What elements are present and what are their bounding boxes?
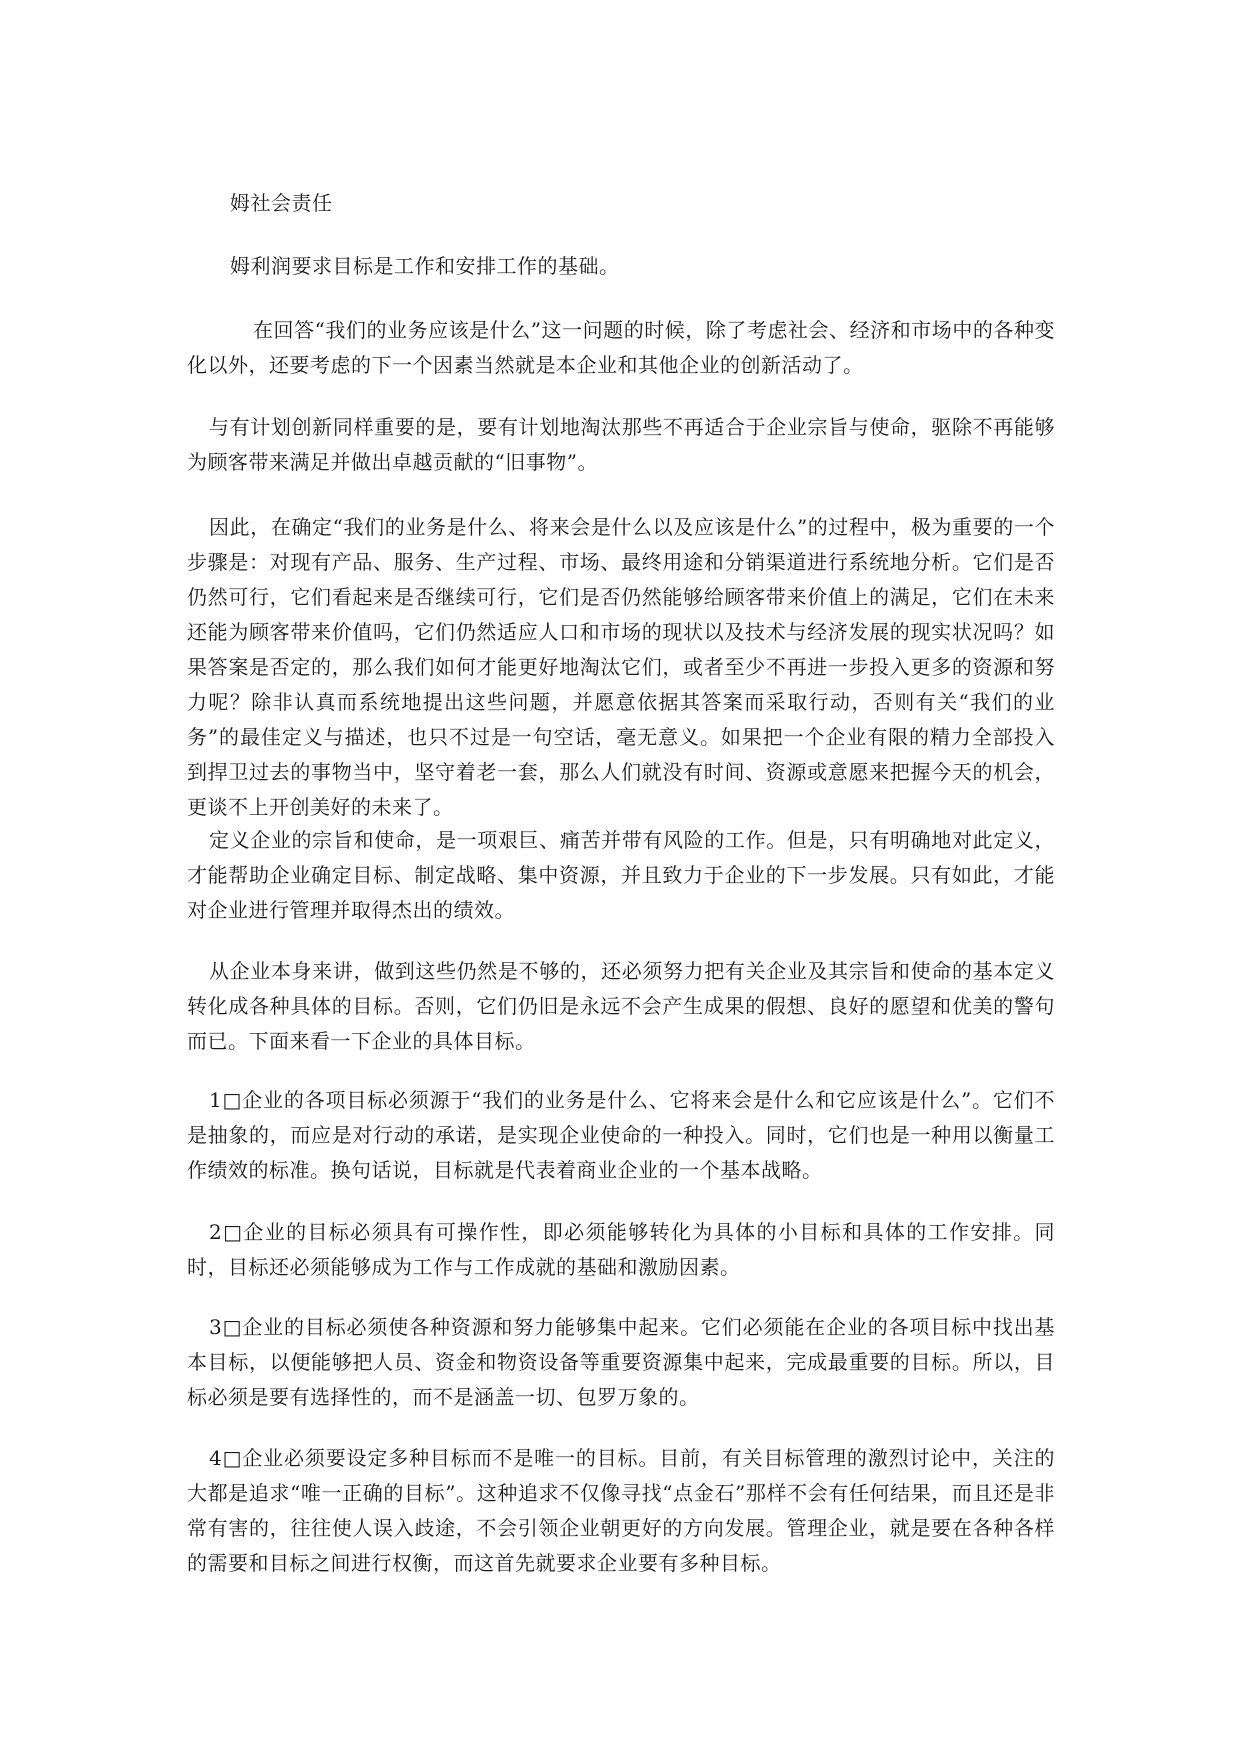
paragraph-planned-abandonment: 与有计划创新同样重要的是，要有计划地淘汰那些不再适合于企业宗旨与使命，驱除不再能够为顾客带来满足并做出卓越贡献的“旧事物”。 <box>187 415 1055 474</box>
heading-profit-requirement: 姆利润要求目标是工作和安排工作的基础。 <box>230 254 620 278</box>
list-item-objective-3: 3□企业的目标必须使各种资源和努力能够集中起来。它们必须能在企业的各项目标中找出基本目标，以便能够把人员、资金和物资设备等重要资源集中起来，完成最重要的目标。所以，目标必须是要有选择性的，而不是涵盖一切、包罗万象的。 <box>187 1315 1055 1409</box>
paragraph-systematic-analysis: 因此，在确定“我们的业务是什么、将来会是什么以及应该是什么”的过程中，极为重要的一个步骤是：对现有产品、服务、生产过程、市场、最终用途和分销渠道进行系统地分析。它们是否仍然可行，它们看起来是否继续可行，它们是否仍然能够给顾客带来价值上的满足，它们在未来还能为顾客带来价值吗，它们仍然适应人口和市场的现状以及技术与经济发展的现实状况吗？如果答案是否定的，那么我们如何才能更好地淘汰它们，或者至少不再进一步投入更多的资源和努力呢？除非认真而系统地提出这些问题，并愿意依据其答案而采取行动，否则有关“我们的业务”的最佳定义与描述，也只不过是一句空话，毫无意义。如果把一个企业有限的精力全部投入到捍卫过去的事物当中，坚守着老一套，那么人们就没有时间、资源或意愿来把握今天的机会，更谈不上开创美好的未来了。 <box>187 515 1055 819</box>
list-item-objective-4: 4□企业必须要设定多种目标而不是唯一的目标。目前，有关目标管理的激烈讨论中，关注的大都是追求“唯一正确的目标”。这种追求不仅像寻找“点金石”那样不会有任何结果，而且还是非常有害的，往往使人误入歧途，不会引领企业朝更好的方向发展。管理企业，就是要在各种各样的需要和目标之间进行权衡，而这首先就要求企业要有多种目标。 <box>187 1446 1055 1575</box>
list-item-objective-2: 2□企业的目标必须具有可操作性，即必须能够转化为具体的小目标和具体的工作安排。同时，目标还必须能够成为工作与工作成就的基础和激励因素。 <box>187 1220 1055 1279</box>
paragraph-specific-objectives: 从企业本身来讲，做到这些仍然是不够的，还必须努力把有关企业及其宗旨和使命的基本定义转化成各种具体的目标。否则，它们仍旧是永远不会产生成果的假想、良好的愿望和优美的警句而已。下面来看一下企业的具体目标。 <box>187 959 1055 1053</box>
paragraph-innovation: 在回答“我们的业务应该是什么”这一问题的时候，除了考虑社会、经济和市场中的各种变化以外，还要考虑的下一个因素当然就是本企业和其他企业的创新活动了。 <box>187 318 1055 377</box>
list-item-objective-1: 1□企业的各项目标必须源于“我们的业务是什么、它将来会是什么和它应该是什么”。它们不是抽象的，而应是对行动的承诺，是实现企业使命的一种投入。同时，它们也是一种用以衡量工作绩效的标准。换句话说，目标就是代表着商业企业的一个基本战略。 <box>187 1088 1055 1182</box>
paragraph-mission-definition: 定义企业的宗旨和使命，是一项艰巨、痛苦并带有风险的工作。但是，只有明确地对此定义，才能帮助企业确定目标、制定战略、集中资源，并且致力于企业的下一步发展。只有如此，才能对企业进行管理并取得杰出的绩效。 <box>187 828 1055 922</box>
heading-social-responsibility: 姆社会责任 <box>230 191 333 215</box>
